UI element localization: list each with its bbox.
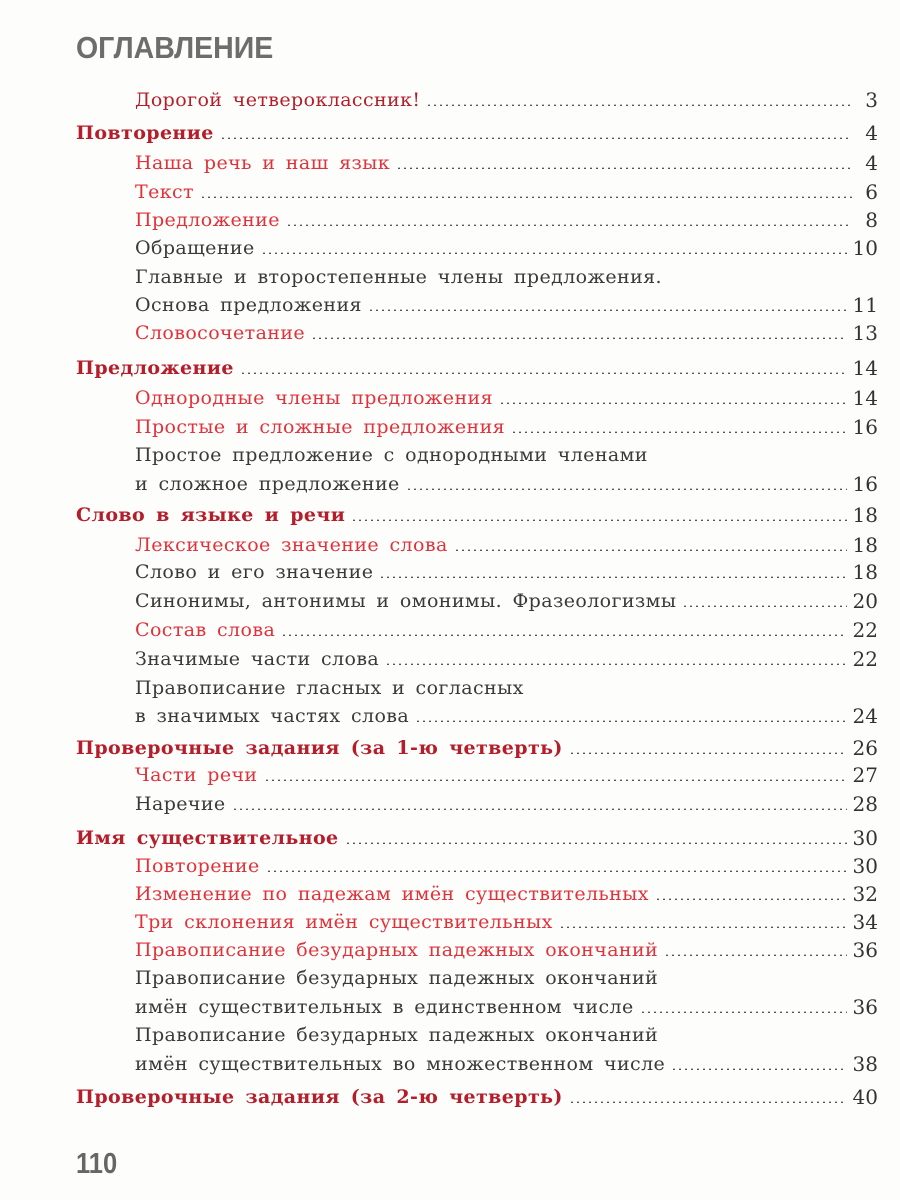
entry-page-number: 18 [852,503,878,527]
toc-section-entry [76,501,878,529]
dot-leader [406,488,847,490]
toc-entry [135,206,878,234]
entry-page-number: 26 [852,736,878,760]
toc-entry [135,1050,878,1078]
entry-title: Обращение [135,237,255,259]
entry-title: Правописание гласных и согласных [135,677,524,699]
entry-page-number: 18 [852,560,878,584]
entry-title: Текст [135,181,194,203]
dot-leader [368,309,847,311]
toc-entry [135,319,878,347]
entry-page-number: 36 [852,938,878,962]
toc-entry [135,852,878,880]
toc-entry [135,761,878,789]
entry-title: Три склонения имён существительных [135,911,553,933]
entry-page-number: 11 [852,293,878,317]
dot-leader [655,898,847,900]
entry-page-number: 16 [852,472,878,496]
toc-entry [135,234,878,262]
entry-page-number: 28 [852,792,878,816]
entry-title: Значимые части слова [135,648,380,670]
entry-title: Части речи [135,764,258,786]
dot-leader [264,779,847,781]
entry-page-number: 30 [852,826,878,850]
entry-page-number: 16 [852,415,878,439]
dot-leader [379,576,846,578]
dot-leader [281,634,846,636]
toc-entry [135,908,878,936]
entry-title: Правописание безударных падежных окончаний [135,939,659,961]
entry-page-number: 22 [852,647,878,671]
entry-title: Простое предложение с однородными членами [135,444,648,466]
dot-leader [559,926,847,928]
dot-leader [664,954,846,956]
dot-leader [220,137,852,139]
dot-leader [682,605,846,607]
dot-leader [454,549,847,551]
dot-leader [351,519,846,521]
entry-page-number: 14 [852,386,878,410]
dot-leader [232,808,847,810]
entry-page-number: 13 [852,321,878,345]
toc-entry [135,645,878,673]
entry-title: Состав слова [135,619,276,641]
dot-leader [266,870,847,872]
entry-title: Синонимы, антонимы и омонимы. Фразеологизмы [135,590,677,612]
entry-title: Предложение [135,209,280,231]
toc-entry [135,178,878,206]
entry-title: Основа предложения [135,294,362,316]
entry-title: Правописание безударных падежных окончаний [135,1024,659,1046]
toc-entry [135,993,878,1021]
toc-entry [135,936,878,964]
page-number: 110 [76,1148,118,1180]
entry-page-number: 14 [852,356,878,380]
entry-title: Простые и сложные предложения [135,416,506,438]
toc-entry [135,702,878,730]
entry-title: имён существительных в единственном числе [135,996,634,1018]
dot-leader [385,663,846,665]
entry-page-number: 40 [852,1085,878,1109]
dot-leader [426,104,852,106]
entry-title: в значимых частях слова [135,705,410,727]
entry-page-number: 6 [865,180,878,204]
entry-title: Повторение [76,122,214,144]
dot-leader [640,1011,847,1013]
dot-leader [286,224,852,226]
toc-entry [135,558,878,586]
entry-page-number: 38 [852,1052,878,1076]
entry-page-number: 32 [852,882,878,906]
dot-leader [311,337,846,339]
entry-title: и сложное предложение [135,473,400,495]
entry-page-number: 36 [852,995,878,1019]
dot-leader [569,752,847,754]
entry-page-number: 27 [852,763,878,787]
dot-leader [511,431,847,433]
toc-entry [135,470,878,498]
toc-entry [135,1021,878,1049]
dot-leader [396,167,852,169]
dot-leader [569,1101,847,1103]
entry-title: Наречие [135,793,226,815]
entry-page-number: 20 [852,589,878,613]
toc-section-entry [76,734,878,762]
entry-title: Лексическое значение слова [135,534,448,556]
entry-title: Изменение по падежам имён существительных [135,883,649,905]
toc-entry [135,616,878,644]
toc-section-entry [76,824,878,852]
entry-page-number: 4 [865,151,878,175]
entry-title: Словосочетание [135,322,306,344]
toc-entry [135,149,878,177]
dot-leader [345,842,847,844]
entry-title: Проверочные задания (за 1-ю четверть) [76,737,563,759]
toc-entry [135,384,878,412]
toc-entry [135,880,878,908]
toc-entry [135,674,878,702]
entry-title: Дорогой четвероклассник! [135,89,421,111]
entry-page-number: 3 [865,88,878,112]
entry-page-number: 4 [865,121,878,145]
entry-title: Предложение [76,357,234,379]
entry-page-number: 10 [852,236,878,260]
entry-page-number: 30 [852,854,878,878]
toc-entry [135,263,878,291]
entry-title: Слово и его значение [135,561,374,583]
entry-page-number: 22 [852,618,878,642]
dot-leader [200,196,852,198]
entry-title: Проверочные задания (за 2-ю четверть) [76,1086,563,1108]
toc-section-entry [76,119,878,147]
entry-page-number: 34 [852,910,878,934]
entry-title: имён существительных во множественном числе [135,1053,666,1075]
entry-page-number: 24 [852,704,878,728]
entry-title: Слово в языке и речи [76,504,346,526]
toc-entry [135,291,878,319]
page-title: ОГЛАВЛЕНИЕ [76,30,274,65]
entry-page-number: 18 [852,533,878,557]
entry-title: Главные и второстепенные члены предложения. [135,266,662,288]
toc-section-entry [76,1083,878,1111]
dot-leader [415,720,846,722]
toc-entry [135,441,878,469]
entry-title: Однородные члены предложения [135,387,493,409]
entry-title: Наша речь и наш язык [135,152,391,174]
toc-entry [135,790,878,818]
toc-entry [135,86,878,114]
dot-leader [499,402,847,404]
toc-entry [135,964,878,992]
dot-leader [240,372,847,374]
dot-leader [671,1068,846,1070]
entry-title: Правописание безударных падежных окончаний [135,967,659,989]
entry-title: Повторение [135,855,260,877]
toc-section-entry [76,354,878,382]
toc-entry [135,413,878,441]
entry-title: Имя существительное [76,827,339,849]
entry-page-number: 8 [865,208,878,232]
dot-leader [261,252,847,254]
toc-entry [135,531,878,559]
toc-entry [135,587,878,615]
